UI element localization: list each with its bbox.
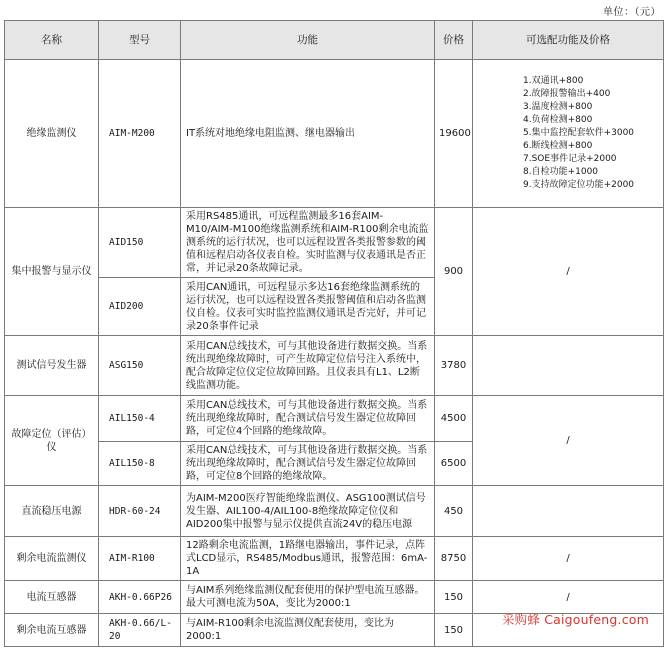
list-item: 4.负荷检测+800 (523, 115, 593, 125)
list-item: 2.故障报警输出+400 (523, 89, 611, 99)
cell-price: 150 (435, 614, 473, 647)
watermark-text: 采购蜂 Caigoufeng.com (501, 612, 649, 627)
table-row (5, 396, 664, 442)
cell-price: 8750 (435, 537, 473, 581)
cell-name: 剩余电流监测仪 (5, 537, 99, 581)
header-function: 功能 (181, 21, 435, 60)
list-item: 8.自检功能+1000 (523, 167, 599, 177)
table-row (5, 581, 664, 614)
cell-function: 为AIM-M200医疗智能绝缘监测仪、ASG100测试信号发生器、AIL100-4/AIL100-8绝缘故障定位仪和AID200集中报警与显示仪提供直流24V的稳压电源 (181, 486, 435, 537)
cell-options: / (473, 396, 664, 486)
cell-options (473, 486, 664, 537)
table-row (5, 60, 664, 208)
table-row (5, 537, 664, 581)
cell-function: 与AIM系列绝缘监测仪配套使用的保护型电流互感器。最大可测电流为50A，变比为2000:1 (181, 581, 435, 614)
cell-function: 采用CAN总线技术，可与其他设备进行数据交换。当系统出现绝缘故障时，配合测试信号发生器定位故障回路，可定位4个回路的绝缘故障。 (181, 396, 435, 442)
cell-name: 测试信号发生器 (5, 336, 99, 396)
cell-name: 故障定位（评估）仪 (5, 396, 99, 486)
cell-price: 3780 (435, 336, 473, 396)
header-name: 名称 (5, 21, 99, 60)
cell-model: AID200 (99, 278, 181, 336)
cell-model: ASG150 (99, 336, 181, 396)
cell-model: AIL150-4 (99, 396, 181, 442)
header-row (5, 21, 664, 60)
list-item: 3.温度检测+800 (523, 102, 593, 112)
cell-name: 电流互感器 (5, 581, 99, 614)
price-table (4, 20, 664, 647)
cell-function: 采用CAN总线技术，可与其他设备进行数据交换。当系统出现绝缘故障时，可产生故障定位信号注入系统中，配合故障定位仪定位故障回路。且仪表具有L1、L2断线监测功能。 (181, 336, 435, 396)
header-price: 价格 (435, 21, 473, 60)
table-row (5, 336, 664, 396)
cell-price: 450 (435, 486, 473, 537)
cell-function: 采用CAN通讯，可远程显示多达16套绝缘监测系统的运行状况，也可以远程设置各类报警阈值和启动各监测仪自检。仪表可实时监控监测仪通讯是否完好，并可记录20条事件记录 (181, 278, 435, 336)
cell-price: 19600 (435, 60, 473, 208)
cell-function: IT系统对地绝缘电阻监测、继电器输出 (181, 60, 435, 208)
cell-model: AID150 (99, 208, 181, 278)
cell-options: / (473, 581, 664, 614)
cell-model: AIM-R100 (99, 537, 181, 581)
cell-model: HDR-60-24 (99, 486, 181, 537)
list-item: 5.集中监控配套软件+3000 (523, 128, 635, 138)
list-item: 7.SOE事件记录+2000 (523, 154, 617, 164)
header-model: 型号 (99, 21, 181, 60)
cell-function: 采用CAN总线技术，可与其他设备进行数据交换。当系统出现绝缘故障时，配合测试信号发生器定位故障回路，可定位8个回路的绝缘故障。 (181, 442, 435, 486)
options-list (477, 75, 659, 192)
cell-function: 12路剩余电流监测，1路继电器输出，事件记录，点阵式LCD显示，RS485/Modbus通讯，报警范围：6mA-1A (181, 537, 435, 581)
cell-price: 900 (435, 208, 473, 336)
cell-model: AIL150-8 (99, 442, 181, 486)
cell-model: AIM-M200 (99, 60, 181, 208)
cell-name: 剩余电流互感器 (5, 614, 99, 647)
cell-name: 直流稳压电源 (5, 486, 99, 537)
cell-options (473, 336, 664, 396)
cell-name: 集中报警与显示仪 (5, 208, 99, 336)
cell-options: / (473, 208, 664, 336)
table-row (5, 208, 664, 278)
cell-model: AKH-0.66P26 (99, 581, 181, 614)
cell-function: 采用RS485通讯，可远程监测最多16套AIM-M10/AIM-M100绝缘监测系统和AIM-R100剩余电流监测系统的运行状况，也可以远程设置各类报警参数的阈值和远程启动各仪表自检。实时监测与仪表通讯是否正常，并记录20条故障记录。 (181, 208, 435, 278)
list-item: 1.双通讯+800 (523, 76, 584, 86)
table-row (5, 486, 664, 537)
cell-price: 150 (435, 581, 473, 614)
cell-model: AKH-0.66/L-20 (99, 614, 181, 647)
list-item: 9.支持故障定位功能+2000 (523, 180, 635, 190)
cell-name: 绝缘监测仪 (5, 60, 99, 208)
unit-label: 单位：（元） (603, 7, 661, 18)
header-options: 可选配功能及价格 (473, 21, 664, 60)
list-item: 6.断线检测+800 (523, 141, 593, 151)
cell-options: / (473, 537, 664, 581)
cell-function: 与AIM-R100剩余电流监测仪配套使用，变比为2000:1 (181, 614, 435, 647)
cell-options (473, 60, 664, 208)
cell-price: 4500 (435, 396, 473, 442)
cell-price: 6500 (435, 442, 473, 486)
